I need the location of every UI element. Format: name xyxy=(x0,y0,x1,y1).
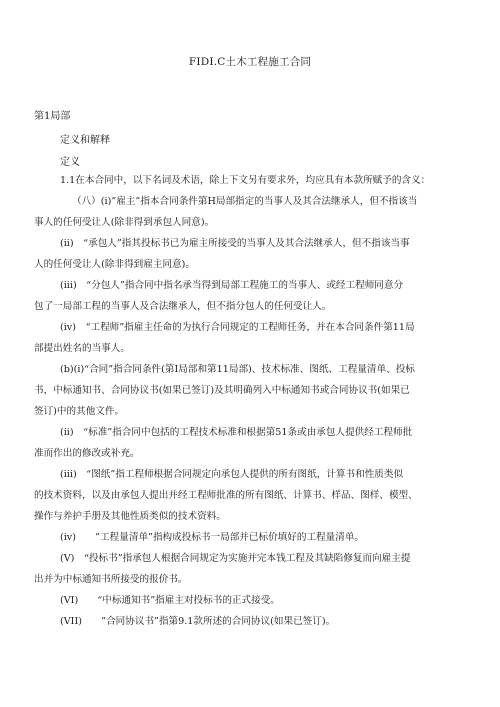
text-line: 操作与养护手册及其他性质类似的技术资料。 xyxy=(34,511,226,522)
text-line: 的技术资料，以及由承包人提出并经工程师批准的所有图纸、计算书、样品、图样、模型、 xyxy=(34,490,418,501)
text-line: 人的任何受让人(除非得到雇主同意)。 xyxy=(34,259,195,270)
text-line: (VI) “中标通知书”指雇主对投标书的正式接受。 xyxy=(60,595,280,606)
text-line: (V) “投标书”指承包人根据合同规定为实施并完本钱工程及其缺陷修复而向雇主提 xyxy=(60,553,411,564)
text-line: (ii) “标准”指合同中包括的工程技术标准和根据第51条或由承包人提供经工程师批 xyxy=(60,427,413,438)
text-line: 包了一局部工程的当事人及合法继承人，但不指分包人的任何受让人。 xyxy=(34,301,332,312)
subheading-definitions-interpretation: 定义和解释 xyxy=(60,135,110,146)
text-line: （八）(i)”雇主”指本合同条件第H局部指定的当事人及其合法继承人，但不指该当 xyxy=(72,196,418,207)
text-line: 准而作出的修改或补充。 xyxy=(34,448,140,459)
text-line: (ii) “承包人”指其投标书已为雇主所接受的当事人及其合法继承人，但不指该当事 xyxy=(60,238,410,249)
document-title: FIDI.C土木工程施工合同 xyxy=(188,56,312,68)
text-line: 出并为中标通知书所接受的报价书。 xyxy=(34,574,188,585)
document-body xyxy=(34,170,468,632)
text-line: (b)(i)“合同”指合同条件(第I局部和第11局部)、技术标准、图纸、工程量清单、投标 xyxy=(60,364,415,375)
text-line: 事人的任何受让人(除非得到承包人同意)。 xyxy=(34,217,215,228)
subheading-definitions: 定义 xyxy=(60,157,80,168)
text-line: 签订)中的其他文件。 xyxy=(34,406,125,417)
text-line: 1.1在本合同中，以下名词及术语，除上下文另有要求外，均应具有本款所赋予的含义： xyxy=(60,175,431,186)
text-line: (iii) “分包人”指合同中指名承当得到局部工程施工的当事人、或经工程师同意分 xyxy=(60,280,404,291)
text-line: (iii) “图纸”指工程师根据合同规定向承包人提供的所有图纸，计算书和性质类似 xyxy=(60,469,404,480)
text-line: 部提出姓名的当事人。 xyxy=(34,343,130,354)
text-line: 书，中标通知书、合同协议书(如果已签订)及其明确列入中标通知书或合同协议书(如果已 xyxy=(34,385,410,396)
part-heading: 第1局部 xyxy=(34,111,71,122)
text-line: (iv) ”工程量清单”指构成投标书一局部并已标价填好的工程量清单。 xyxy=(60,532,365,543)
text-line: (VII) ”合同协议书”指第9.1款所述的合同协议(如果已签订)。 xyxy=(60,616,336,627)
text-line: (iv) “工程师”指雇主任命的为执行合同规定的工程师任务，并在本合同条件第11局 xyxy=(60,322,415,333)
